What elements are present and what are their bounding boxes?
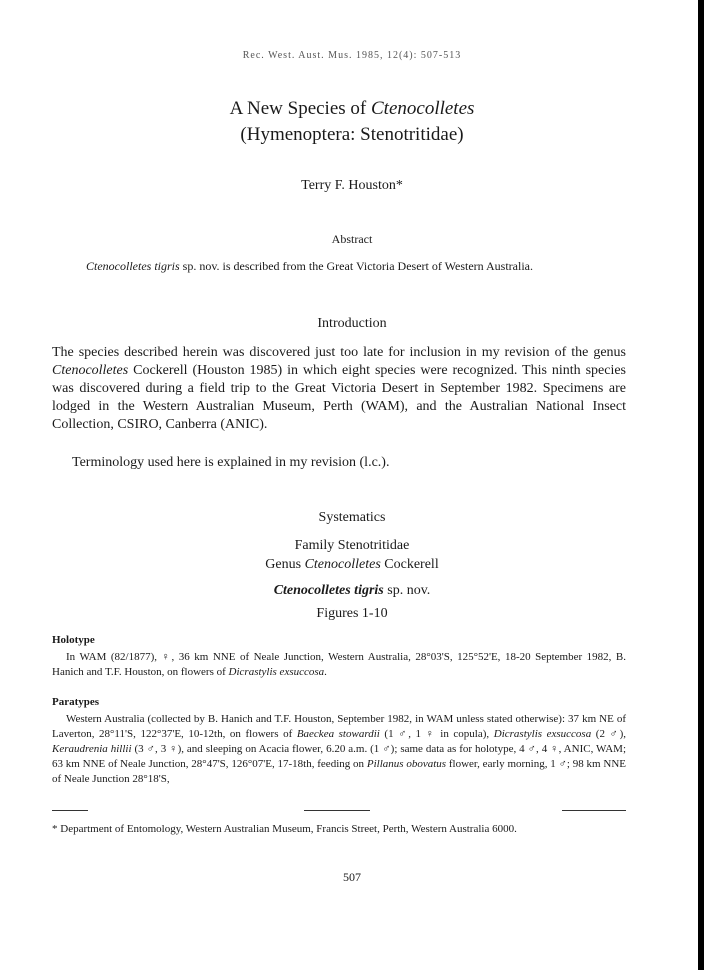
abstract-heading: Abstract — [331, 232, 373, 246]
holotype-a: In WAM (82/1877), ♀, 36 km NNE of Neale Junction, Western Australia, 28°03'S, 125°52'E, 18-20 September 1982, B. Hanich and T.F. Houston, on flowers of — [52, 651, 626, 678]
intro-paragraph — [52, 344, 626, 434]
systematics-heading: Systematics — [318, 510, 386, 525]
paratypes-text — [52, 712, 626, 787]
holotype-text — [52, 650, 626, 680]
paratypes-plant-1: Baeckea stowardii — [296, 728, 380, 740]
holotype-plant: Dicrastylis exsuccosa — [228, 666, 325, 678]
figures-line: Figures 1-10 — [316, 606, 388, 621]
title-text: A New Species of — [229, 98, 371, 119]
abstract-species: Ctenocolletes tigris — [86, 259, 180, 273]
paratypes-d: (3 ♂, 3 ♀), and sleeping on Acacia flower, 6.20 a.m. (1 ♂); same data as for holotype, 4 ♂, 4 ♀, ANIC, WAM; 63 km NNE of Neale Junction, 28°47'S, 126°07'E, 17-18th, feeding on — [52, 743, 626, 770]
title-genus: Ctenocolletes — [371, 98, 475, 119]
paratypes-b: (1 ♂, 1 ♀ in copula), — [379, 728, 494, 740]
genus-label: Genus — [265, 557, 305, 572]
genus-author: Cockerell — [380, 557, 439, 572]
family-line: Family Stenotritidae — [294, 538, 410, 553]
holotype-heading: Holotype — [52, 634, 95, 646]
page-number: 507 — [343, 870, 361, 884]
genus-line — [0, 557, 704, 573]
paratypes-heading: Paratypes — [52, 696, 100, 708]
paper-title — [0, 96, 704, 148]
intro-heading: Introduction — [317, 316, 387, 331]
title-subtitle: (Hymenoptera: Stenotritidae) — [240, 124, 464, 145]
species-suffix: sp. nov. — [383, 583, 431, 598]
species-line — [0, 583, 704, 599]
intro-paragraph-2: Terminology used here is explained in my revision (l.c.). — [72, 455, 390, 470]
footnote: * Department of Entomology, Western Australian Museum, Francis Street, Perth, Western Australia 6000. — [52, 823, 517, 835]
running-head: Rec. West. Aust. Mus. 1985, 12(4): 507-513 — [242, 50, 462, 61]
paratypes-plant-3: Keraudrenia hillii — [52, 743, 132, 755]
paratypes-a: Western Australia (collected by B. Hanich and T.F. Houston, September 1982, in WAM unless stated otherwise): 37 km NE of Laverton, 28°11'S, 122°37'E, 10-12th, on flowers of — [52, 713, 626, 740]
species-name: Ctenocolletes tigris — [273, 583, 384, 598]
paratypes-e: flower, early morning, 1 ♂; 98 km NNE of Neale Junction 28°18'S, — [52, 758, 627, 785]
paratypes-plant-4: Pillanus obovatus — [366, 758, 447, 770]
paratypes-plant-2: Dicrastylis exsuccosa — [493, 728, 592, 740]
holotype-b: . — [324, 666, 327, 678]
intro-p1-genus: Ctenocolletes — [52, 363, 129, 378]
intro-p1-b: Cockerell (Houston 1985) in which eight species were recognized. This ninth species was discovered during a field trip to the Great Victoria Desert in September 1982. Specimens are lodged in the Western Australian Museum, Perth (WAM), and the Australian National Insect Collection, CSIRO, Canberra (ANIC). — [52, 363, 626, 432]
genus-name: Ctenocolletes — [304, 557, 381, 572]
abstract-text — [86, 258, 616, 274]
author: Terry F. Houston* — [301, 178, 403, 193]
abstract-body: sp. nov. is described from the Great Victoria Desert of Western Australia. — [179, 259, 533, 273]
paratypes-c: (2 ♂), — [591, 728, 627, 740]
intro-p1-a: The species described herein was discovered just too late for inclusion in my revision of the genus — [52, 345, 626, 360]
